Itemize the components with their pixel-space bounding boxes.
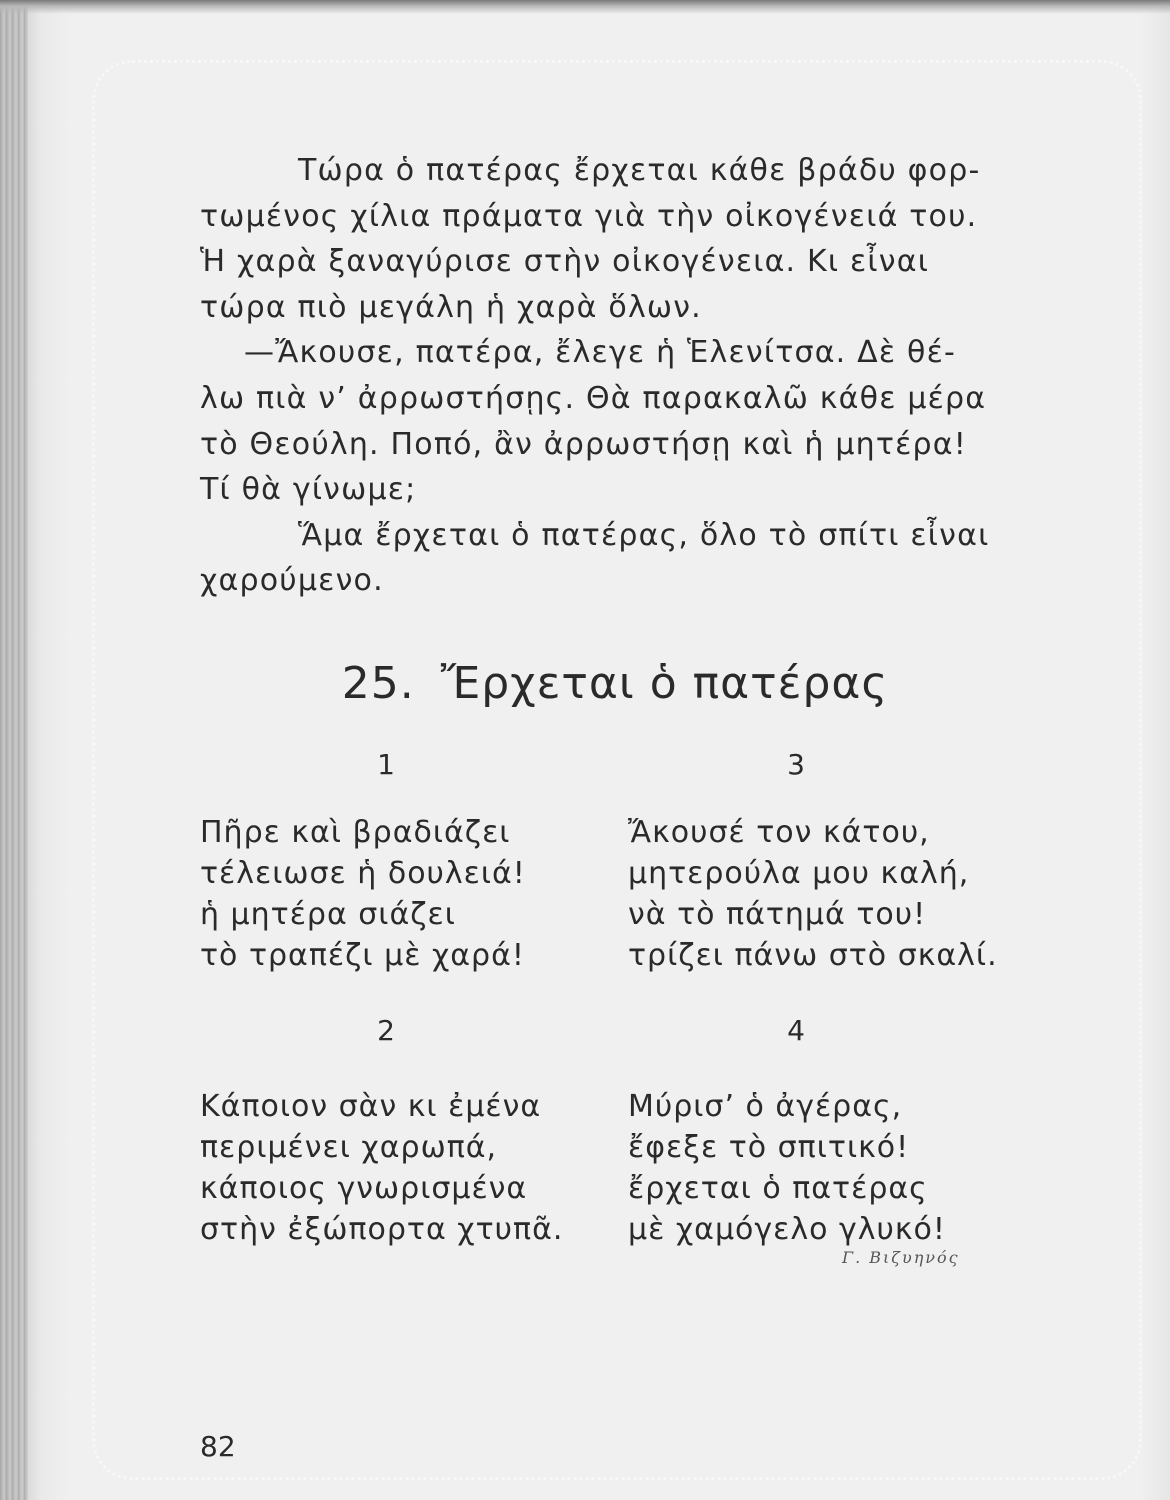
prose-line: Τί θὰ γίνωμε; [200,472,417,508]
prose-line: λω πιὰ ν’ ἀρρωστήσῃς. Θὰ παρακαλῶ κάθε μέρα [200,380,987,416]
stanza-number: 3 [787,748,805,781]
stanza-line: ἔρχεται ὁ πατέρας [628,1171,928,1206]
stanza-line: Μύρισ’ ὁ ἀγέρας, [628,1089,903,1124]
stanza-line: τρίζει πάνω στὸ σκαλί. [628,938,998,973]
author-signature: Γ. Βιζυηνός [842,1248,960,1267]
stanza-line: ἡ μητέρα σιάζει [200,897,456,932]
page-top-edge [0,0,1170,14]
prose-line: Τώρα ὁ πατέρας ἔρχεται κάθε βράδυ φορ- [298,153,981,188]
stanza-line: Πῆρε καὶ βραδιάζει [200,815,511,850]
stanza [200,1086,563,1250]
stanza-line: τὸ τραπέζι μὲ χαρά! [200,938,525,973]
stanza-line: μὲ χαμόγελο γλυκό! [628,1212,946,1247]
stanza [200,812,526,976]
prose-line: χαρούμενο. [200,563,384,599]
poem-title-text: Ἔρχεται ὁ πατέρας [440,658,889,709]
stanza [628,812,998,976]
stanza-line: ἔφεξε τὸ σπιτικό! [628,1130,910,1165]
poem-number: 25. [341,658,415,709]
page-number: 82 [200,1430,236,1463]
stanza-number: 2 [377,1014,395,1047]
stanza-line: τέλειωσε ἡ δουλειά! [200,856,526,891]
stanza [628,1086,946,1250]
stanza-number: 1 [377,748,395,781]
stanza-number: 4 [787,1014,805,1047]
book-spine-shadow [0,0,28,1500]
poem-title [200,658,1030,709]
stanza-line: περιμένει χαρωπά, [200,1130,498,1165]
stanza-line: κάποιος γνωρισμένα [200,1171,528,1206]
prose-line: Ἅμα ἔρχεται ὁ πατέρας, ὅλο τὸ σπίτι εἶναι [298,517,990,553]
prose-passage [200,148,1030,604]
stanza-line: μητερούλα μου καλή, [628,856,970,891]
prose-line: Ἡ χαρὰ ξαναγύρισε στὴν οἰκογένεια. Κι εἶναι [200,244,930,280]
prose-line: τὸ Θεούλη. Ποπό, ἂν ἀρρωστήσῃ καὶ ἡ μητέρα! [200,426,967,462]
prose-line: τώρα πιὸ μεγάλη ἡ χαρὰ ὅλων. [200,289,702,325]
stanza-line: νὰ τὸ πάτημά του! [628,897,927,932]
stanza-line: στὴν ἐξώπορτα χτυπᾶ. [200,1212,564,1247]
stanza-line: Κάποιον σὰν κι ἐμένα [200,1089,542,1124]
prose-line: τωμένος χίλια πράματα γιὰ τὴν οἰκογένειά του. [200,198,978,234]
stanza-line: Ἄκουσέ τον κάτου, [628,815,930,850]
prose-line: —Ἄκουσε, πατέρα, ἔλεγε ἡ Ἑλενίτσα. Δὲ θέ- [244,335,957,371]
